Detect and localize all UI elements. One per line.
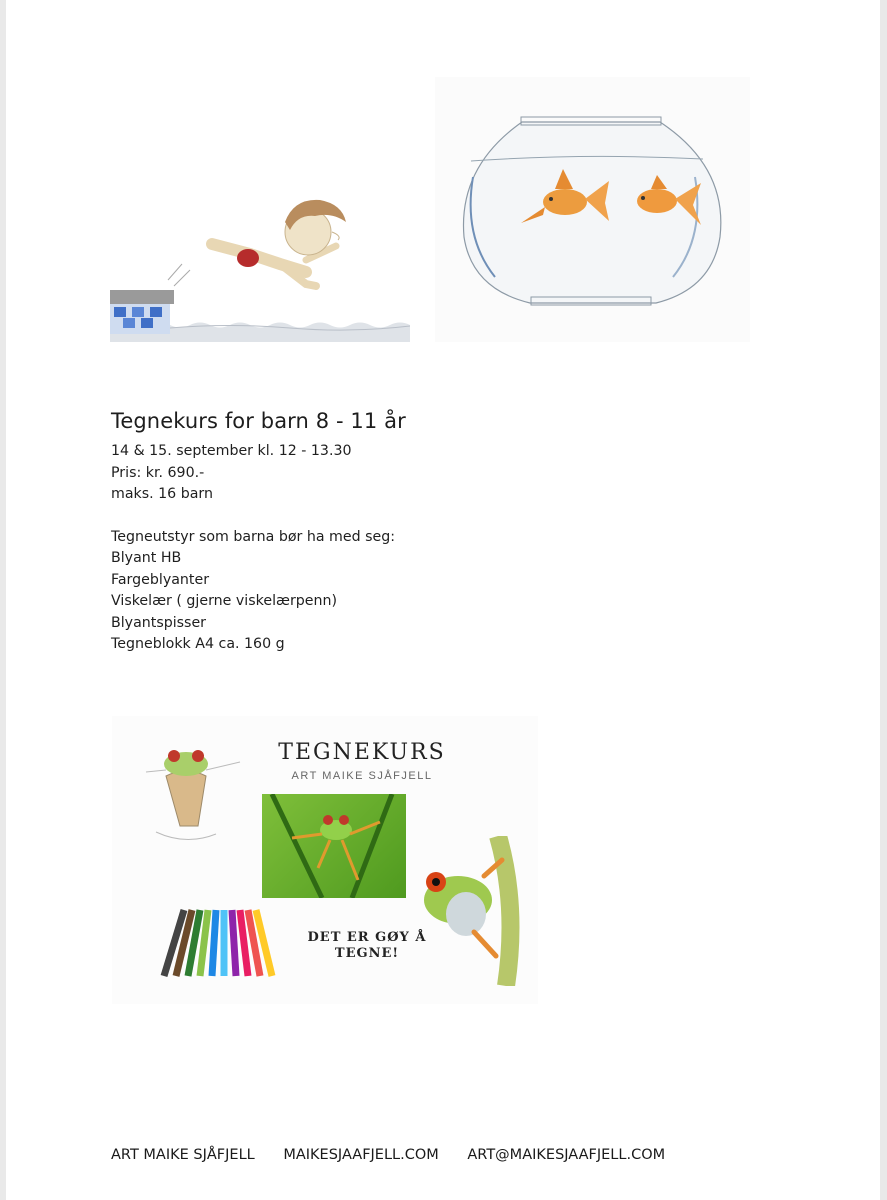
course-poster (112, 716, 538, 1004)
frog-photo-drawing (262, 794, 406, 898)
equipment-item: Fargeblyanter (111, 571, 210, 588)
footer-email[interactable]: ART@MAIKESJAAFJELL.COM (467, 1147, 666, 1163)
course-price: Pris: kr. 690.- (111, 464, 205, 481)
diving-boy-illustration (110, 180, 410, 342)
course-title: Tegnekurs for barn 8 - 11 år (111, 409, 406, 433)
poster-title: TEGNEKURS (278, 740, 446, 765)
colored-pencils-drawing (154, 906, 282, 978)
goldfish-bowl-drawing (435, 77, 750, 342)
sketch-frog-drawing (136, 736, 246, 846)
poster-subtitle: ART MAIKE SJÅFJELL (291, 770, 433, 782)
footer-name: ART MAIKE SJÅFJELL (111, 1147, 255, 1163)
equipment-item: Blyant HB (111, 550, 182, 566)
course-details (111, 441, 395, 656)
poster-slogan-line1: DET ER GØY Å (307, 930, 427, 945)
frog-photo (262, 794, 406, 898)
goldfish-bowl-illustration (435, 77, 750, 342)
spacer (111, 506, 395, 527)
equipment-item: Tegneblokk A4 ca. 160 g (111, 636, 285, 652)
tree-frog-drawing (410, 836, 530, 986)
diving-boy-drawing (110, 180, 410, 342)
equipment-item: Viskelær ( gjerne viskelærpenn) (111, 593, 338, 609)
equipment-item: Blyantspisser (111, 614, 207, 631)
footer (111, 1147, 665, 1163)
document-page (6, 0, 880, 1200)
footer-website[interactable]: MAIKESJAAFJELL.COM (283, 1147, 439, 1163)
course-date: 14 & 15. september kl. 12 - 13.30 (111, 443, 352, 459)
equipment-heading: Tegneutstyr som barna bør ha med seg: (111, 528, 396, 545)
course-capacity: maks. 16 barn (111, 486, 213, 502)
poster-slogan-line2: TEGNE! (334, 946, 400, 961)
